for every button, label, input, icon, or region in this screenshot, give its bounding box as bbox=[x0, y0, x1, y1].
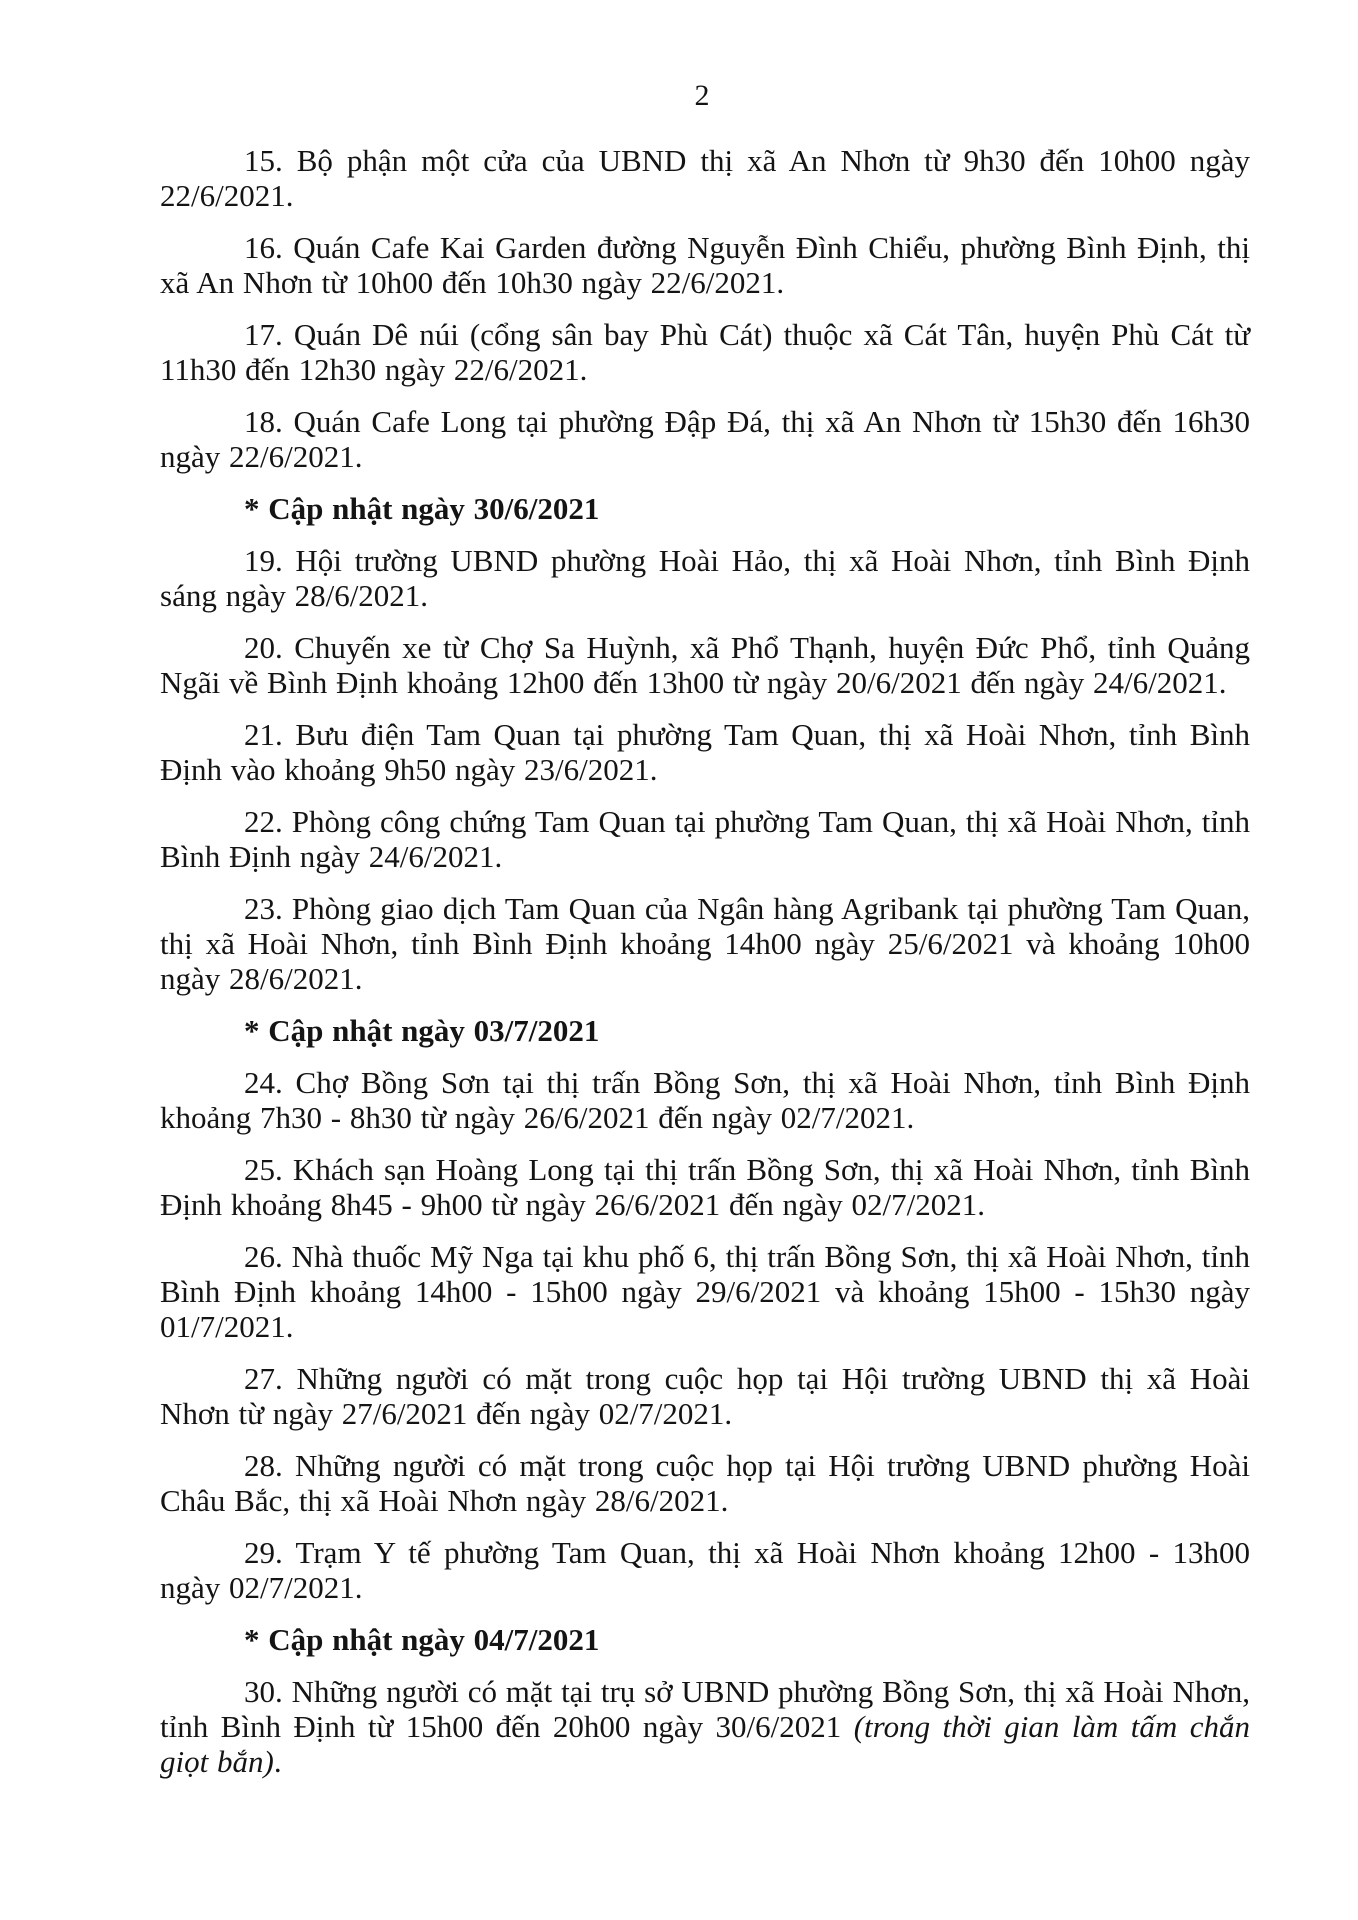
update-header: * Cập nhật ngày 04/7/2021 bbox=[244, 1622, 600, 1657]
list-item: 24. Chợ Bồng Sơn tại thị trấn Bồng Sơn, thị xã Hoài Nhơn, tỉnh Bình Định khoảng 7h30 - 8h30 từ ngày 26/6/2021 đến ngày 02/7/2021. bbox=[160, 1065, 1250, 1135]
document-body bbox=[160, 143, 1250, 1796]
list-item: 26. Nhà thuốc Mỹ Nga tại khu phố 6, thị trấn Bồng Sơn, thị xã Hoài Nhơn, tỉnh Bình Định khoảng 14h00 - 15h00 ngày 29/6/2021 và khoảng 15h00 - 15h30 ngày 01/7/2021. bbox=[160, 1239, 1250, 1344]
list-item: 19. Hội trường UBND phường Hoài Hảo, thị xã Hoài Nhơn, tỉnh Bình Định sáng ngày 28/6/2021. bbox=[160, 543, 1250, 613]
list-item: 22. Phòng công chứng Tam Quan tại phường Tam Quan, thị xã Hoài Nhơn, tỉnh Bình Định ngày 24/6/2021. bbox=[160, 804, 1250, 874]
list-item: 16. Quán Cafe Kai Garden đường Nguyễn Đình Chiểu, phường Bình Định, thị xã An Nhơn từ 10h00 đến 10h30 ngày 22/6/2021. bbox=[160, 230, 1250, 300]
list-item: 28. Những người có mặt trong cuộc họp tại Hội trường UBND phường Hoài Châu Bắc, thị xã Hoài Nhơn ngày 28/6/2021. bbox=[160, 1448, 1250, 1518]
list-item: 18. Quán Cafe Long tại phường Đập Đá, thị xã An Nhơn từ 15h30 đến 16h30 ngày 22/6/2021. bbox=[160, 404, 1250, 474]
list-item: 30. Những người có mặt tại trụ sở UBND phường Bồng Sơn, thị xã Hoài Nhơn, tỉnh Bình Định từ 15h00 đến 20h00 ngày 30/6/2021 (trong thời gian làm tấm chắn giọt bắn). bbox=[160, 1674, 1250, 1779]
list-item: 23. Phòng giao dịch Tam Quan của Ngân hàng Agribank tại phường Tam Quan, thị xã Hoài Nhơn, tỉnh Bình Định khoảng 14h00 ngày 25/6/2021 và khoảng 10h00 ngày 28/6/2021. bbox=[160, 891, 1250, 996]
list-item: 20. Chuyến xe từ Chợ Sa Huỳnh, xã Phổ Thạnh, huyện Đức Phổ, tỉnh Quảng Ngãi về Bình Định khoảng 12h00 đến 13h00 từ ngày 20/6/2021 đến ngày 24/6/2021. bbox=[160, 630, 1250, 700]
update-header: * Cập nhật ngày 03/7/2021 bbox=[244, 1013, 600, 1048]
list-item: 15. Bộ phận một cửa của UBND thị xã An Nhơn từ 9h30 đến 10h00 ngày 22/6/2021. bbox=[160, 143, 1250, 213]
list-item: 29. Trạm Y tế phường Tam Quan, thị xã Hoài Nhơn khoảng 12h00 - 13h00 ngày 02/7/2021. bbox=[160, 1535, 1250, 1605]
list-item: 27. Những người có mặt trong cuộc họp tại Hội trường UBND thị xã Hoài Nhơn từ ngày 27/6/2021 đến ngày 02/7/2021. bbox=[160, 1361, 1250, 1431]
update-header: * Cập nhật ngày 30/6/2021 bbox=[244, 491, 600, 526]
italic-note: (trong thời gian làm tấm chắn giọt bắn) bbox=[160, 1709, 1250, 1779]
list-item: 21. Bưu điện Tam Quan tại phường Tam Quan, thị xã Hoài Nhơn, tỉnh Bình Định vào khoảng 9h50 ngày 23/6/2021. bbox=[160, 717, 1250, 787]
list-item: 17. Quán Dê núi (cổng sân bay Phù Cát) thuộc xã Cát Tân, huyện Phù Cát từ 11h30 đến 12h30 ngày 22/6/2021. bbox=[160, 317, 1250, 387]
page-number: 2 bbox=[694, 79, 710, 112]
list-item: 25. Khách sạn Hoàng Long tại thị trấn Bồng Sơn, thị xã Hoài Nhơn, tỉnh Bình Định khoảng 8h45 - 9h00 từ ngày 26/6/2021 đến ngày 02/7/2021. bbox=[160, 1152, 1250, 1222]
